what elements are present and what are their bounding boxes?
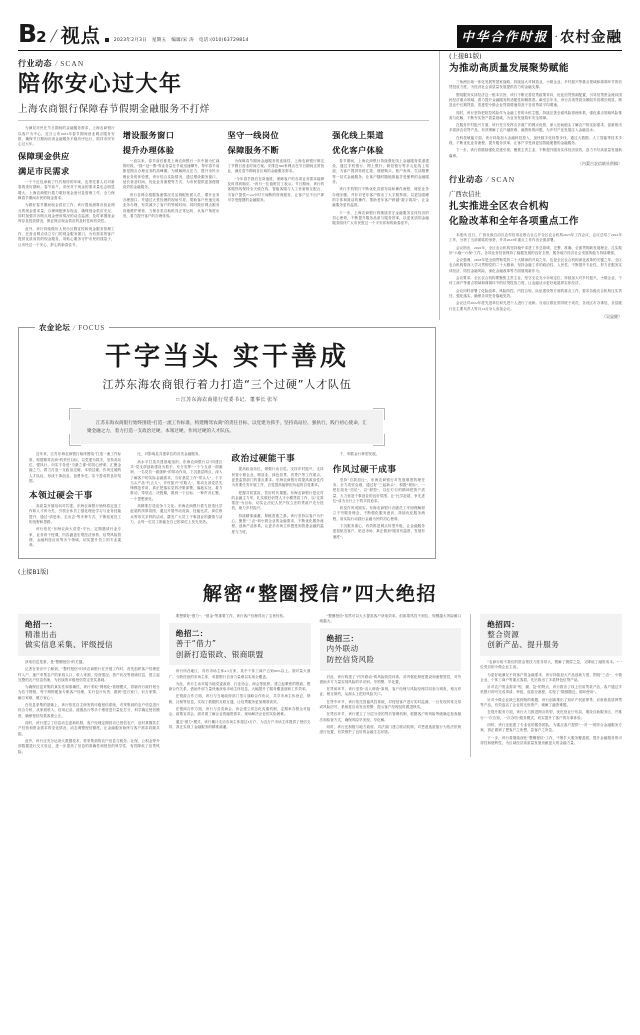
para: 高水平打造共建基地组织。东海农商银行以“四建区共”党支部创新建设为抓手，充分发挥“一个个支部一面旗帜、一名党员一面旗帜”的带动作用，下沉基层网点，深入了解客户的实际金融需求，当好基层工作“带头人”，干字当头产品“代言人”、乡村振兴“引路人”，推动支部党员先锋模范作用，真正把落实党的决策部署，落地实处，着力推动、带领农、决胜期，做到一个目标、一种声音汇聚、一个思想深处。: [130, 459, 223, 501]
para: 在信息采集的基础上，该行依托自主研发的评级授信系统，对采集到的农户信息进行综合分析，从家庭收入、信用记录、道德品行等多个维度进行量化打分，科学确定授信额度，确保授信结果客观公正。: [18, 703, 160, 718]
tip-line2-3: 防控信贷风险: [326, 654, 375, 664]
bottom-body-1: [18, 660, 160, 755]
tip-label-3: 绝招三：: [326, 634, 359, 644]
contact-phone: 电话:(010)63729814: [198, 38, 249, 43]
top-subhead: 上海农商银行保障春节假期金融服务不打烊: [18, 104, 210, 116]
feature-col-2: [130, 452, 222, 550]
para: 记者在采访中了解到，“整村授信”时该农商银行在开展工作时，首先组织客户经理进村入户，逐户采集农户的家庭人口、收入来源、经营情况、资产状况等基础信息，建立起完整的农户信息档案，为后续的评级授信奠定坚实基础。: [18, 667, 160, 682]
feature-kicker-cn: 农金论坛: [39, 322, 71, 332]
para: 一直以来，春节前后都是上海农商银行一年中最为忙碌的时段，“钱”“证”“票”等业务量在节前迅速攀升，每年春节前都是网点办理业务的高峰期。为缓解网点压力、提升市民办理业务的体验感，该行结合实际情况，通过增设服务窗口、延长营业时间、优化业务流程等方式，为市民提供更加便捷高效的金融服务。: [122, 158, 220, 190]
para: 通过“借力”模式，该行累计走访市场主体超过3万户，为近万户市场主体提供了授信支持，真正实现了金融服务的精准滴灌。: [168, 719, 311, 730]
bottom-body-3: [320, 675, 462, 736]
para: 为此，该行主动对接当地党委政府、行业协会、商会等组织，建立起紧密的银政、银商合作关系，借助外部力量快速获取市场主体信息，大幅提升了服务覆盖面和工作效率。: [168, 681, 311, 692]
pull-quote-box: [71, 410, 383, 444]
rail-body-2: [449, 233, 622, 312]
tip-line1-4: 整合资源: [487, 629, 520, 639]
tip-label-1: 绝招一：: [25, 619, 57, 629]
para: 围绕服务实体经济这一根本宗旨，该行不断完善信贷政策导向，优化信贷资源配置，引导信贷资金流向国民经济重点领域，着力提升金融服务的适配性和精准度。截至去年末，该行各项贷款余额较年初增长明显，制造业中长期贷款、普惠型小微企业贷款增速均高于各项贷款平均增速。: [448, 92, 622, 108]
para: 会议强调，2023年是全面贯彻党的二十大精神的开局之年，也是全区农合机构深化改革的关键之年。全区农合机构要深入学习贯彻党的二十大精神，坚持金融工作的政治性、人民性，不断提升专业性，努力在服务实体经济、防控金融风险、深化金融改革等方面展现新作为。: [448, 258, 622, 273]
para: 在银商合作方面，该行与各类商会、协会建立常态化沟通机制，定期举办银企对接会、政策宣讲会，面对面了解企业的融资需求，现场解决企业的实际困难。: [168, 707, 311, 717]
bottom-package: [18, 567, 622, 757]
bottom-col-2: [169, 614, 311, 757]
kicker-agri-forum: [33, 322, 111, 333]
para: “今年春节我们在岗值班，保障客户的各项业务需求能够及时得到响应。”该行一位值班员工表示。节日期间，该行的客服热线保持全天候在线，智能客服与人工坐席相互配合，为客户提供7×24小时不间断的咨询服务，让客户足不出户即可享受便捷的金融服务。: [227, 176, 325, 203]
para: 下沉服务重心，有效推进网点转型升级，让金融服务更加贴近客户、贴近市场，真正做到“服务有温度、发展有速度”。: [332, 524, 425, 539]
bottom-col-4: [470, 614, 622, 757]
masthead-left: [18, 21, 249, 48]
feature-kicker-slash: /: [72, 322, 77, 332]
para: 同时，该行坚持把防控风险作为金融工作的永恒主题，持续完善全面风险管理体系，强化重点领域风险排查与化解，不断夯实资产质量基础，为业务发展筑牢安全屏障。: [448, 110, 622, 120]
bullet-icon: [105, 38, 109, 42]
publish-date: 2023年2月3日: [113, 38, 147, 43]
para: 一个个红包承载了代代相传的年味，也寄托着人们对新春的美好期盼。春节前夕，市民对于现金的需求量也会明显增大，上海农商银行着力做好现金备付及管理工作，全力保障春节期间市民的现金需求。: [18, 180, 115, 201]
tip-box-1: [18, 614, 160, 656]
top-col-4: [332, 126, 429, 250]
para: 针对小微企业缺乏抵押物的难题，该行创新推出了知识产权质押贷、应收账款质押贷等产品，有效盘活了企业的无形资产，破解了融资难题。: [480, 697, 622, 708]
bottom-body-3-top: [320, 614, 462, 625]
para: 在贷中环节，该行依托智能风控系统，对授信客户进行实时监测，一旦发现异常交易或风险信号，系统将自动发出预警，提示客户经理及时跟进核实。: [319, 699, 462, 710]
rail-headline-2b: 化险改革和全年各项重点工作: [448, 215, 579, 227]
rail-credit-1: （内蒙古农信联社供稿）: [578, 161, 622, 166]
corner-bracket-icon: [69, 408, 81, 420]
feature-body-1a: [29, 452, 121, 484]
para: 会议要求，全区农合机构要聚焦主责主业，坚守支农支小市场定位，持续加大对乡村振兴、小微企业、个体工商户等重点领域和薄弱环节的信贷投放力度，让金融活水更好地滋养实体经济。: [448, 276, 622, 286]
feature-body-3: [232, 467, 324, 535]
para: 在服务乡村振兴方面，该行充分发挥点多面广的网点优势，深入田间地头了解农户的实际需求，创新推出多款涉农信贷产品，有效缓解了农户融资难、融资贵的问题，为乡村产业发展注入金融活水。: [448, 123, 622, 133]
tip-label-4: 绝招四：: [487, 619, 520, 629]
folio-number: 2: [36, 28, 46, 46]
top-story: [18, 51, 429, 320]
feature-col-4: [333, 452, 425, 550]
para: 同时，该行还积极与地方政府、司法部门建立联动机制，对恶意逃废债行为依法依规进行处置，有效维护了良好的金融生态环境。: [319, 725, 462, 735]
para: 该行手机银行不断优化页面布局和操作流程，简化业务办理步骤，并针对老年客户推出了大字版界面，以更加清晰的字体和简洁的操作，帮助老年客户跨越“数字鸿沟”，让金融服务更有温度。: [332, 187, 429, 208]
para: 比，对影响及共建单位的各类金融服务。: [137, 452, 203, 457]
sub-2b: 提升办理体验: [122, 145, 175, 156]
editor-credit: 编辑/宋 涛: [171, 38, 194, 43]
para: 提高政治站位，增强行动自觉。支持乡村振兴、支持民营小微企业、制造业、绿色信贷、首贷户等工作重点，更是监管部门的重点要求。东海农商银行将提高政治性作为首要任务开展工作，自觉提高能够担负起的自觉要求。: [231, 467, 324, 488]
nameplate-dot: ·: [554, 30, 558, 43]
para: 获取信息是基，是“整圈授信”的关键。: [25, 659, 86, 664]
para: 会议同时部署了化险改革、风险防控、内控合规、队伍建设等方面的重点工作，要求各级农合机构压实责任、强化落实，确保各项任务落地见效。: [448, 288, 622, 298]
sub-3b: 保障服务不断: [227, 145, 280, 156]
para: 春节期间，上海农商银行持续强化线上金融服务渠道建设，通过手机银行、网上银行、微信银行等多元化线上渠道，为客户提供转账汇款、理财购买、账户查询、生活缴费等一站式金融服务，让客户随时随地都能享受便利的金融服务。: [332, 158, 429, 185]
para: “整圈授信”虽然可以大大提高客户获取效率，但如果风控不到位，规模越大风险敞口就越大。: [319, 613, 462, 623]
bottom-body-2: [169, 669, 311, 730]
body-2: [123, 159, 220, 219]
continuation-marker-top: (上接B1版): [448, 52, 482, 60]
top-col-2: [123, 126, 220, 250]
para: 同时，该行还组建了专业化的服务团队，为重点客户提供“一对一”的综合金融服务方案，真正做到了想客户之所想、急客户之所急。: [480, 723, 622, 733]
folio-letter: B: [18, 19, 37, 48]
feature-article: [18, 322, 436, 559]
para: 此外，该行还充分运用大数据技术，将采集到的农户信息与税务、社保、公积金等外部数据进行交叉验证，进一步提高了信息的准确性和授信的科学性，有效降低了信贷风险。: [18, 738, 160, 754]
para: 下一步，上海农商银行将继续坚守金融服务实体经济的初心使命，不断提升服务品质与服务效率，以更优质的金融服务陪伴广大市民度过一个平安祥和的新春佳节。: [332, 210, 429, 226]
kicker2-label-cn: 行业动态: [448, 175, 483, 184]
sub-1a: 保障现金供应: [18, 151, 70, 162]
para: 把握共同富裕，答好时代课题。东海农商银行是农村的金融主力军，扎实做好信贷人才小额贷款工作，以“注准帮扶”为目标，切实让法纪人民产权立法的贷款户充分投放，助力乡村振兴。: [231, 490, 324, 511]
para: 高精准打造竞争斗文化。东海农商银行着力营造比学赶超的浓厚氛围，通过开展劳动竞赛、技能比武、岗位练兵等形式多样的活动，激发广大员工干事创业的激情与活力，让每一位员工都能在自己的岗位上发光发热。: [130, 504, 223, 525]
body-3: [228, 159, 325, 204]
top-story-columns: [18, 126, 429, 250]
para: 转变作风成展实。东海农商银行各级员工牢固理解树立不穷服务理念，不断强化服务意识，持续优化服务流程，用实际行动践行金融为民的初心使命。: [332, 506, 425, 521]
rail-headline-1: 为推动高质量发展聚势赋能: [448, 63, 569, 74]
corner-bracket-icon: [373, 408, 385, 420]
para: 会议还对2022年度先进单位和先进个人进行了表彰。自治区联社领导班子成员，各设区市办事处、各县级行社主要负责人等共14百余人参加会议。: [448, 301, 622, 311]
feature-col-1: [29, 452, 121, 550]
tip-line2-1: 做实信息采集、评级授信: [25, 640, 113, 650]
nameplate-brand: 中华合作时报: [457, 25, 552, 48]
para: 该行各网点根据客流情况灵活调配柜面人员，增开业务办理窗口，并通过大堂经理的现场引导，帮助客户快速完成业务办理，有效减少了客户的等候时间；同时做好网点服务设施维护保养，力保各类自助机具正常运转，从客户角度出发，着力提升客户的办理体验。: [122, 192, 220, 218]
para: 针对农户资金需求“短、频、急”的特点，该行推出了线上信用贷款产品，客户通过手机银行即可完成申请、审批、放款全流程，实现了“随借随还、循环使用”。: [480, 685, 622, 695]
masthead: [18, 14, 622, 48]
lead-text: 为满足市民在节日期间的金融服务需求，上海农商银行以客户为中心，近日公布2023年春节期间营业网点服务安排，确保节日期间各项金融服务平稳有序运行，陪伴市民安心过大年。: [18, 126, 115, 147]
para: 该行依托“东海农商大讲堂”平台，定期邀请行业专家、业务骨干授课，内容涵盖宏观经济形势、信贷风险管理、金融科技应用等多个领域，切实提升员工的专业素养。: [29, 527, 122, 548]
para: 在科技赋能方面，该行持续加大金融科技投入，加快数字化转型步伐，通过大数据、人工智能等技术手段，不断优化业务流程、提升服务效率，让客户享受到更加智能便捷的金融服务。: [448, 135, 622, 146]
para: 持续精准滴灌，厚植普惠之基。该行坚持以客户为中心，聚焦“三农”和小微企业的金融需求，不断优化服务流程、创新产品体系，让更多市场主体感受到普惠金融的温度与力度。: [231, 513, 324, 534]
para: 在提升服务方面，该行大力推进网点转型，优化营业厅布局，增设自助服务区，并推行“一次告知、一次办结”服务模式，切实提升了客户的办事体验。: [480, 710, 622, 720]
masthead-slash: /: [48, 26, 59, 47]
para: 会议指出，2022年，全区农合机构坚持稳中求进工作总基调，完整、准确、全面贯彻新发展理念，扎实做好“六稳”“六保”工作，各项业务经营保持了稳健发展的良好态势，服务地方经济社会发展的能力持续增强。: [448, 245, 622, 255]
bottom-body-4: [480, 660, 622, 746]
continuation-marker-bottom: (上接B1版): [18, 568, 49, 576]
feature-body-2: [130, 452, 222, 525]
section-name: 视点: [60, 25, 101, 47]
tip-box-4: [480, 614, 622, 656]
rail-eyebrow-2: 广西农信社: [448, 190, 481, 198]
para: 该行所在地区，具有市场主体4.5万家，其中个体工商户占到90%以上。面对量大面广、分散经营的市场主体，单靠银行自身力量难以实现全覆盖。: [168, 669, 311, 679]
tip-line1-2: 善于“借力”: [175, 638, 217, 648]
sub-4a: 强化线上渠道: [332, 130, 384, 141]
rule-under-headline: [18, 120, 429, 121]
para: 为保障春节期间金融服务的连续性，上海农商银行制定了节假日营业时间方案，安排近300家网点在节日期间正常营业，满足春节期间各区域的金融服务需求。: [227, 158, 325, 174]
bottom-col-3: [320, 614, 462, 757]
top-headline: 陪你安心过大年: [18, 72, 183, 97]
feature-sub-3: 政治过硬能干事: [231, 454, 296, 465]
para: 干，则抓金行种型发展。: [339, 452, 380, 457]
kicker2-label-en: SCAN: [491, 175, 516, 184]
right-rail: [439, 51, 622, 320]
feature-title: 干字当头 实干善成: [104, 341, 350, 372]
nameplate-supplement: 农村金融: [560, 29, 622, 46]
para: 坚持“自我加压”，东海农商银行对发展难度的理任务，全力攻坚克难，通过好“三起新头”，积极“树标”、一把扛改处“初足”，以“树型”，以红灯行的精神把资产质量，大力营造干事创业的良好氛围，让“比学赶超、争先进位”成为全行上下的共同追求。: [332, 477, 425, 503]
feature-kicker-en: FOCUS: [78, 324, 106, 332]
rail-headline-2a: 扎实推进全区农合机构: [448, 201, 549, 212]
para: 下一步，该行将继续强化党建引领，聚焦主责主业，不断提升服务实体经济质效，奋力书写高质量发展新篇章。: [448, 148, 622, 158]
para: 要想做好“借力”、“借金”等重要工作，该行客户经理得出了宝贵经验。: [175, 613, 287, 618]
body-4: [332, 159, 429, 227]
para: 为做好春节期间现金供应工作，该行提前测算各营业网点的现金需求量，合理调配库存现金，确保现金供应充足；同时加强对各网点现金使用情况的动态监测，及时掌握现金库存及投放情况，保证网点现金供应的及时性和有效性。: [18, 203, 115, 224]
nameplate: [457, 25, 622, 48]
feature-col-3: [232, 452, 324, 550]
body-1: [18, 180, 115, 248]
tip-line2-2: 创新打造银政、银商联盟: [175, 649, 264, 659]
para: “农商行给不我们的资金帮扶力度非常大，既解了燃眉之急，又降低了融资成本。”一位受访的小微企业主说。: [480, 659, 622, 670]
para: 为确保信息采集的真实性和准确性，该行采取“网格化”管理模式，将辖内行政村划分为若干网格，每个网格配备专职客户经理，实行包片负责，做到“进万家门、识万家情、解万家难、暖万家心”。: [18, 685, 160, 700]
top-col-1: [18, 126, 115, 250]
kicker2-slash: /: [485, 175, 490, 184]
tip-box-3: [320, 628, 462, 670]
para: 同时，该行建立了信息动态更新机制，客户经理定期回访已授信农户，及时掌握其生产经营和资金需求的变化情况，动态调整授信额度，让金融服务始终与客户需求同频共振。: [18, 721, 160, 736]
bottom-headline: 解密“整圈授信”四大绝招: [202, 582, 438, 605]
para: 高质量开展培训对共建。东海农商银行始终将定违工作和人才育为先，引领全体员工强化理论学习与业务技能提升，通过“请进来、走出去”等多种方式，不断拓宽员工的视野和思路。: [29, 504, 122, 525]
feature-body-4a: [333, 452, 425, 457]
feature-sub-4: 作风过硬干成事: [332, 464, 397, 475]
rail-body-1: [449, 80, 622, 159]
kicker-label-en: SCAN: [60, 59, 85, 68]
sub-3a: 坚守一线岗位: [227, 130, 280, 141]
kicker-slash: /: [54, 59, 59, 68]
feature-body-1b: [29, 504, 121, 549]
bottom-col-1: [18, 614, 160, 757]
feature-byline: □ 江苏东海农商银行党委书记、董事长 张军: [176, 398, 278, 404]
sub-4b: 优化客户体验: [332, 145, 384, 156]
sub-1b: 满足市民需求: [18, 166, 70, 177]
tip-box-2: [169, 623, 311, 665]
para: 此外，该行持续做好人民币反假宣传和现金服务管理工作，在营业网点设立专门的现金服务窗口，为有需求的客户提供优质高效的现金服务，用贴心服务守护市民的钱袋子，让市民过一个安心、舒心的新春佳节。: [18, 226, 115, 247]
corner-bracket-icon: [69, 434, 81, 446]
bottom-body-2-top: [169, 614, 311, 619]
kicker-industry-news: [18, 58, 429, 69]
masthead-meta: [105, 37, 249, 46]
feature-subtitle: 江苏东海农商银行着力打造“三个过硬”人才队伍: [102, 378, 352, 392]
top-section: [18, 51, 622, 320]
sub-2a: 增设服务窗口: [122, 130, 175, 141]
top-col-3: [228, 126, 325, 250]
bottom-columns: [18, 614, 622, 757]
rail-credit-2: （吴显健）: [602, 313, 622, 319]
tip-line2-4: 创新产品、提升服务: [487, 640, 560, 650]
para: 本报讯 近日，广西壮族自治区农村信用社联合社召开全区农合机构2023年工作会议，会议总结了2022年工作，分析了当前面临的形势，并对2023年重点工作作出全面部署。: [448, 232, 622, 243]
kicker-industry-news-2: [449, 174, 622, 185]
para: 对此，该行构建了“内外联动”的风险防控体系，对内强化制度建设和流程管控，对外借助多方力量实现风险的早识别、早预警、早处置。: [319, 674, 462, 684]
para: 近年来，江苏东海农商银行始终围绕“打造一流工作标准，构建精驾农商”的责任目标，以党建为抓手，坚持高站位、强执行，向实不务虚“当最之都”的初心使命，汇聚金融之力，着力打造一支政治过硬、本领过硬、作风过硬的人才队伍，形成干事创业、奋勇争先、实干善成的良好氛围。: [29, 452, 122, 483]
feature-body-4b: [333, 478, 425, 540]
weekday: 星期五: [151, 38, 167, 43]
tip-line1-1: 精准出击: [25, 629, 57, 639]
pull-quote-text: 江苏东海农商银行始终围绕“打造一流工作标准，构建精驾农商”的责任目标，以党建为抓手，坚持高站位、强执行，践行初心使命，汇聚金融之力，着力打造一支政治过硬、本领过硬、作风过硬的人才队伍。: [87, 420, 367, 434]
tip-line1-3: 内外联动: [326, 644, 359, 654]
lead-paragraph: [18, 126, 115, 147]
para: 三角洲区域一体化发展等国家战略，持续加大对制造业、小微企业、乡村振兴等重点领域和薄弱环节的信贷投放力度，为经济社会高质量发展提供有力的金融支撑。: [448, 79, 622, 90]
para: 在银政合作方面，该行与当地政府部门签订战略合作协议，共享市场主体登记、纳税、社保等信息，实现了数据的互联互通，让信贷服务更加精准高效。: [168, 694, 311, 704]
feature-sub-1: 本领过硬会干事: [29, 491, 93, 502]
para: 为更好地满足不同客户的金融需求，该行持续加大产品创新力度，围绕“三农”、小微企业、个体工商户等重点客群，先后推出了多款特色信贷产品。: [480, 672, 622, 682]
tip-label-2: 绝招二：: [175, 628, 208, 638]
feature-columns: [29, 452, 425, 550]
corner-bracket-icon: [373, 434, 385, 446]
para: 在贷后环节，该行建立了分层分类的贷后管理机制，根据客户的风险等级确定检查频次和检查方式，确保风险早发现、早化解。: [319, 712, 462, 722]
para: 下一步，该行将继续深化“整圈授信”工作，不断扩大服务覆盖面，提升金融服务的可得性和便利性，为区域经济高质量发展贡献更大的金融力量。: [480, 735, 622, 745]
kicker-label-cn: 行业动态: [18, 59, 52, 68]
folio: [18, 21, 46, 46]
para: 在贷前环节，该行坚持“双人调查”原则，客户经理与风险经理共同参与调查，相互印证、相互制约，从源头上把好风险关口。: [319, 687, 462, 697]
